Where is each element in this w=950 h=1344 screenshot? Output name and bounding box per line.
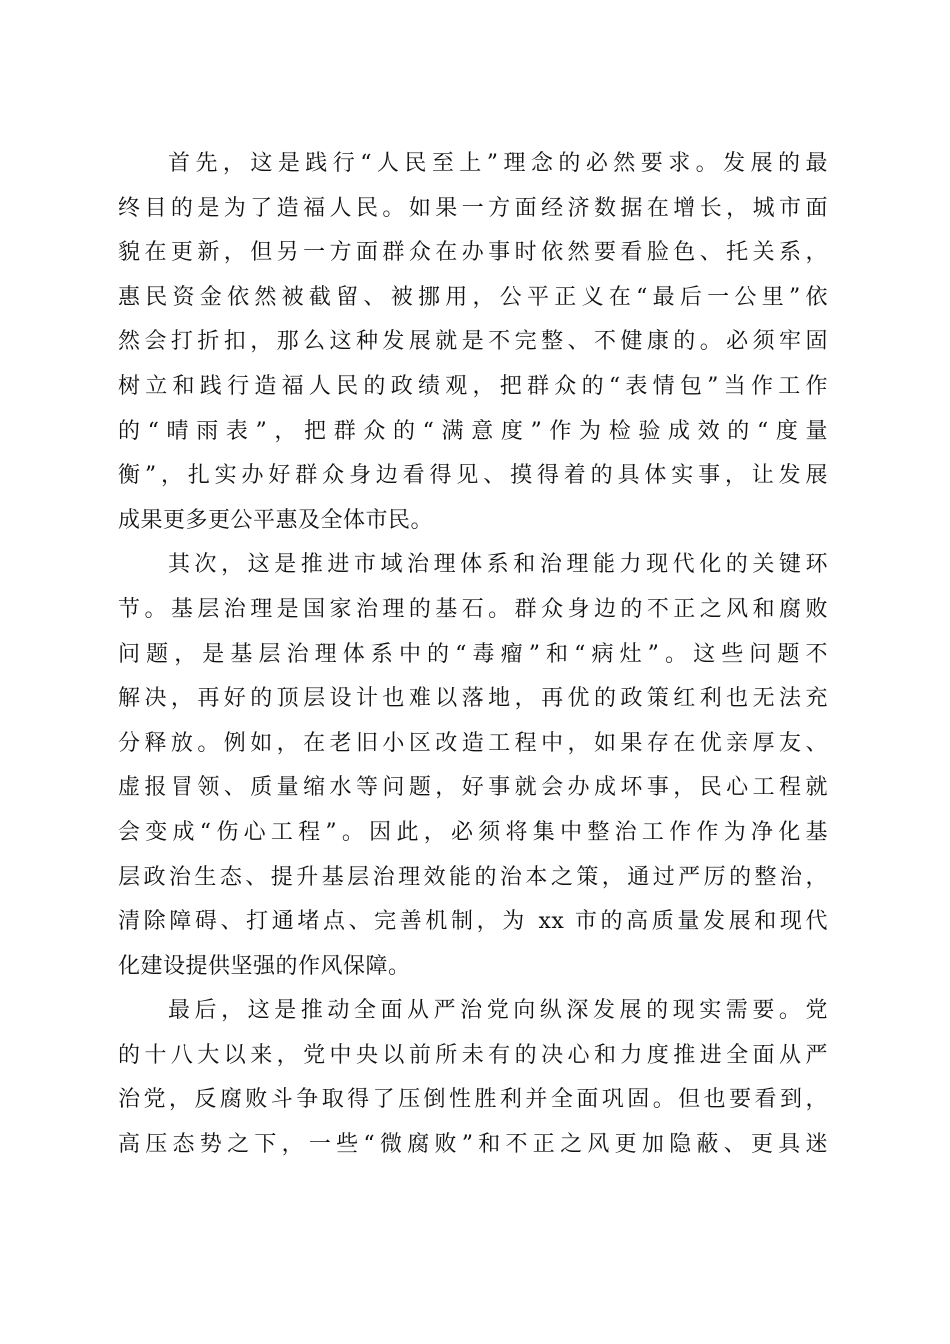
paragraph-line: 的“晴雨表”，把群众的“满意度”作为检验成效的“度量 — [118, 418, 828, 444]
paragraph-line: 问题，是基层治理体系中的“毒瘤”和“病灶”。这些问题不 — [118, 641, 828, 667]
paragraph-line: 然会打折扣，那么这种发展就是不完整、不健康的。必须牢固 — [118, 329, 828, 355]
document-body — [118, 142, 828, 1168]
paragraph-line: 化建设提供坚强的作风保障。 — [118, 953, 411, 979]
paragraph-party-discipline — [118, 989, 828, 1167]
paragraph-line: 成果更多更公平惠及全体市民。 — [118, 507, 434, 533]
paragraph-line: 树立和践行造福人民的政绩观，把群众的“表情包”当作工作 — [118, 373, 828, 399]
paragraph-line: 其次，这是推进市域治理体系和治理能力现代化的关键环 — [168, 552, 828, 578]
paragraph-line: 的十八大以来，党中央以前所未有的决心和力度推进全面从严 — [118, 1042, 828, 1068]
paragraph-line: 分释放。例如，在老旧小区改造工程中，如果存在优亲厚友、 — [118, 730, 828, 756]
paragraph-line: 高压态势之下，一些“微腐败”和不正之风更加隐蔽、更具迷 — [118, 1132, 828, 1158]
paragraph-line: 衡”，扎实办好群众身边看得见、摸得着的具体实事，让发展 — [118, 463, 828, 489]
paragraph-line: 会变成“伤心工程”。因此，必须将集中整治工作作为净化基 — [118, 819, 828, 845]
paragraph-line: 清除障碍、打通堵点、完善机制，为 xx 市的高质量发展和现代 — [118, 909, 828, 935]
paragraph-line: 终目的是为了造福人民。如果一方面经济数据在增长，城市面 — [118, 195, 828, 221]
paragraph-line: 节。基层治理是国家治理的基石。群众身边的不正之风和腐败 — [118, 596, 828, 622]
paragraph-line: 惠民资金依然被截留、被挪用，公平正义在“最后一公里”依 — [118, 284, 828, 310]
paragraph-line: 最后，这是推动全面从严治党向纵深发展的现实需要。党 — [168, 998, 828, 1024]
paragraph-line: 解决，再好的顶层设计也难以落地，再优的政策红利也无法充 — [118, 686, 828, 712]
paragraph-people-first — [118, 142, 828, 543]
paragraph-line: 貌在更新，但另一方面群众在办事时依然要看脸色、托关系， — [118, 240, 828, 266]
paragraph-line: 层政治生态、提升基层治理效能的治本之策，通过严厉的整治， — [118, 864, 828, 890]
paragraph-line: 首先，这是践行“人民至上”理念的必然要求。发展的最 — [168, 151, 828, 176]
paragraph-line: 治党，反腐败斗争取得了压倒性胜利并全面巩固。但也要看到， — [118, 1087, 828, 1113]
paragraph-governance — [118, 543, 828, 989]
paragraph-line: 虚报冒领、质量缩水等问题，好事就会办成坏事，民心工程就 — [118, 775, 828, 801]
